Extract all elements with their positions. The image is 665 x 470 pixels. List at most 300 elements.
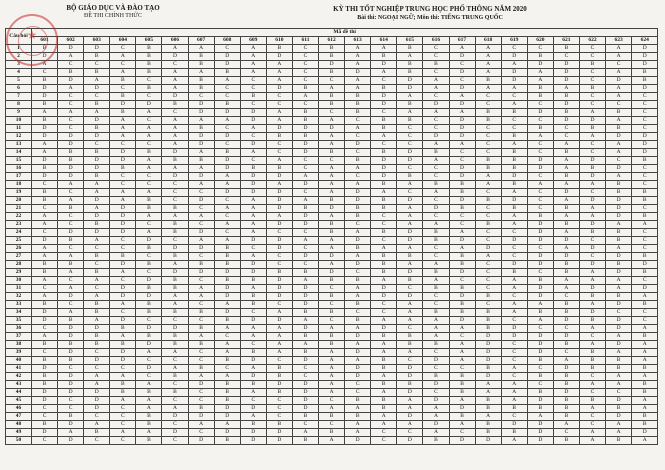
answer-cell: D (501, 333, 527, 341)
answer-cell: A (214, 301, 240, 309)
answer-cell: C (579, 189, 605, 197)
answer-cell: A (240, 53, 266, 61)
answer-cell: B (136, 437, 162, 445)
answer-cell: B (606, 293, 632, 301)
answer-cell: A (553, 157, 579, 165)
answer-cell: C (501, 93, 527, 101)
answer-cell: C (397, 429, 423, 437)
answer-cell: A (136, 109, 162, 117)
answer-cell: A (32, 149, 58, 157)
answer-cell: D (527, 237, 553, 245)
answer-cell: D (449, 437, 475, 445)
answer-cell: B (501, 181, 527, 189)
answer-cell: D (240, 109, 266, 117)
answer-cell: A (292, 197, 318, 205)
answer-cell: A (319, 373, 345, 381)
answer-cell: C (58, 365, 84, 373)
answer-cell: D (579, 221, 605, 229)
answer-cell: B (240, 293, 266, 301)
answer-cell: C (475, 269, 501, 277)
answer-cell: D (606, 205, 632, 213)
answer-cell: B (32, 269, 58, 277)
answer-cell: A (579, 181, 605, 189)
answer-cell: B (579, 357, 605, 365)
answer-cell: D (58, 133, 84, 141)
answer-cell: A (371, 189, 397, 197)
answer-cell: C (58, 125, 84, 133)
question-number-cell: 15 (6, 157, 32, 165)
answer-cell: B (84, 173, 110, 181)
answer-cell: A (579, 341, 605, 349)
answer-cell: C (110, 277, 136, 285)
answer-cell: A (84, 189, 110, 197)
answer-cell: C (110, 237, 136, 245)
answer-cell: C (397, 325, 423, 333)
answer-cell: D (214, 165, 240, 173)
answer-cell: D (449, 269, 475, 277)
answer-cell: A (136, 381, 162, 389)
answer-cell: A (527, 69, 553, 77)
answer-cell: D (58, 421, 84, 429)
answer-cell: C (527, 205, 553, 213)
answer-cell: A (579, 381, 605, 389)
answer-cell: D (449, 53, 475, 61)
answer-cell: C (475, 229, 501, 237)
answer-cell: D (188, 229, 214, 237)
answer-cell: D (345, 141, 371, 149)
answer-cell: B (553, 173, 579, 181)
answer-cell: D (110, 285, 136, 293)
answer-cell: C (58, 101, 84, 109)
answer-cell: A (475, 69, 501, 77)
answer-cell: D (606, 397, 632, 405)
answer-cell: B (214, 101, 240, 109)
answer-cell: A (371, 317, 397, 325)
answer-cell: B (553, 205, 579, 213)
answer-cell: A (475, 173, 501, 181)
answer-cell: A (606, 349, 632, 357)
answer-cell: C (345, 309, 371, 317)
answer-cell: B (423, 285, 449, 293)
answer-cell: A (319, 365, 345, 373)
answer-cell: B (162, 229, 188, 237)
exam-code-cell: 620 (527, 37, 553, 45)
answer-cell: A (371, 245, 397, 253)
answer-cell: B (136, 85, 162, 93)
answer-cell: B (84, 149, 110, 157)
answer-cell: C (632, 93, 658, 101)
answer-cell: A (214, 221, 240, 229)
answer-cell: A (371, 341, 397, 349)
answer-cell: C (110, 365, 136, 373)
answer-cell: D (579, 117, 605, 125)
answer-cell: D (371, 173, 397, 181)
exam-code-cell: 619 (501, 37, 527, 45)
answer-cell: A (84, 237, 110, 245)
answer-cell: A (606, 429, 632, 437)
question-number-cell: 1 (6, 45, 32, 53)
answer-cell: B (188, 365, 214, 373)
answer-cell: C (58, 117, 84, 125)
answer-cell: A (527, 413, 553, 421)
answer-cell: A (58, 269, 84, 277)
answer-cell: D (188, 381, 214, 389)
answer-cell: A (371, 69, 397, 77)
answer-cell: D (214, 429, 240, 437)
answer-cell: D (32, 85, 58, 93)
answer-cell: A (214, 421, 240, 429)
table-row (6, 45, 658, 53)
answer-cell: D (292, 381, 318, 389)
answer-cell: A (240, 205, 266, 213)
answer-cell: B (606, 189, 632, 197)
answer-cell: A (606, 285, 632, 293)
answer-cell: B (214, 149, 240, 157)
answer-cell: B (84, 221, 110, 229)
answer-cell: B (371, 125, 397, 133)
answer-cell: D (214, 413, 240, 421)
answer-cell: D (527, 61, 553, 69)
answer-cell: A (58, 197, 84, 205)
answer-cell: A (110, 125, 136, 133)
table-row (6, 77, 658, 85)
answer-cell: C (110, 309, 136, 317)
answer-cell: A (32, 61, 58, 69)
answer-cell: A (136, 189, 162, 197)
answer-cell: B (58, 261, 84, 269)
answer-cell: C (501, 229, 527, 237)
question-number-cell: 27 (6, 253, 32, 261)
answer-cell: C (449, 149, 475, 157)
answer-cell: D (162, 245, 188, 253)
answer-cell: D (162, 269, 188, 277)
answer-cell: A (423, 141, 449, 149)
answer-cell: A (397, 309, 423, 317)
answer-cell: B (632, 213, 658, 221)
answer-cell: B (553, 413, 579, 421)
answer-cell: A (266, 333, 292, 341)
answer-cell: A (319, 141, 345, 149)
answer-cell: D (292, 213, 318, 221)
answer-cell: A (32, 293, 58, 301)
table-row (6, 261, 658, 269)
answer-cell: D (162, 173, 188, 181)
answer-cell: A (136, 405, 162, 413)
answer-cell: C (632, 277, 658, 285)
answer-cell: C (110, 405, 136, 413)
answer-cell: D (32, 173, 58, 181)
question-number-cell: 16 (6, 165, 32, 173)
answer-cell: B (162, 253, 188, 261)
answer-cell: A (632, 397, 658, 405)
answer-cell: D (266, 189, 292, 197)
answer-cell: D (501, 69, 527, 77)
answer-cell: D (397, 365, 423, 373)
answer-cell: C (449, 157, 475, 165)
answer-cell: C (188, 317, 214, 325)
answer-cell: D (501, 261, 527, 269)
question-number-cell: 10 (6, 117, 32, 125)
answer-cell: C (475, 141, 501, 149)
answer-cell: C (240, 77, 266, 85)
answer-cell: C (475, 213, 501, 221)
answer-cell: A (266, 61, 292, 69)
answer-cell: C (84, 93, 110, 101)
answer-cell: C (527, 365, 553, 373)
answer-cell: B (475, 317, 501, 325)
answer-cell: C (110, 141, 136, 149)
answer-cell: D (606, 269, 632, 277)
answer-cell: D (553, 189, 579, 197)
answer-cell: D (292, 181, 318, 189)
answer-cell: B (162, 389, 188, 397)
answer-cell: A (266, 309, 292, 317)
answer-cell: C (423, 365, 449, 373)
answer-cell: D (110, 157, 136, 165)
answer-cell: D (214, 309, 240, 317)
answer-cell: A (606, 117, 632, 125)
answer-cell: D (579, 173, 605, 181)
answer-cell: D (371, 93, 397, 101)
answer-cell: C (449, 213, 475, 221)
answer-cell: C (240, 133, 266, 141)
answer-cell: D (292, 285, 318, 293)
answer-cell: C (579, 69, 605, 77)
answer-cell: A (162, 301, 188, 309)
answer-cell: D (475, 245, 501, 253)
answer-cell: B (632, 301, 658, 309)
answer-cell: C (632, 237, 658, 245)
answer-cell: B (423, 237, 449, 245)
answer-cell: D (553, 389, 579, 397)
answer-cell: C (527, 45, 553, 53)
answer-cell: A (266, 69, 292, 77)
answer-cell: C (632, 117, 658, 125)
table-row (6, 69, 658, 77)
answer-cell: D (266, 317, 292, 325)
answer-cell: D (32, 157, 58, 165)
answer-cell: A (423, 325, 449, 333)
answer-cell: B (162, 309, 188, 317)
answer-cell: B (214, 397, 240, 405)
answer-cell: C (110, 181, 136, 189)
answer-cell: B (371, 149, 397, 157)
answer-cell: D (501, 53, 527, 61)
answer-cell: B (397, 61, 423, 69)
question-number-cell: 25 (6, 237, 32, 245)
answer-cell: D (632, 53, 658, 61)
answer-cell: D (449, 117, 475, 125)
exam-code-cell: 605 (136, 37, 162, 45)
answer-cell: D (214, 189, 240, 197)
table-row (6, 133, 658, 141)
answer-cell: B (188, 125, 214, 133)
answer-cell: B (632, 421, 658, 429)
answer-cell: C (527, 101, 553, 109)
answer-cell: A (319, 237, 345, 245)
answer-cell: A (501, 381, 527, 389)
answer-cell: B (162, 101, 188, 109)
question-number-cell: 8 (6, 101, 32, 109)
answer-cell: D (240, 269, 266, 277)
table-header-row (6, 29, 658, 37)
answer-cell: B (606, 437, 632, 445)
answer-cell: B (292, 117, 318, 125)
answer-cell: B (32, 301, 58, 309)
answer-cell: C (423, 117, 449, 125)
answer-cell: A (475, 413, 501, 421)
answer-cell: A (162, 85, 188, 93)
answer-cell: B (292, 85, 318, 93)
question-number-cell: 41 (6, 365, 32, 373)
answer-cell: B (188, 261, 214, 269)
answer-cell: A (449, 93, 475, 101)
answer-cell: B (292, 269, 318, 277)
answer-cell: C (397, 125, 423, 133)
answer-cell: B (319, 45, 345, 53)
answer-cell: A (449, 397, 475, 405)
question-number-cell: 19 (6, 189, 32, 197)
answer-cell: D (606, 317, 632, 325)
answer-cell: D (449, 165, 475, 173)
answer-cell: D (58, 165, 84, 173)
exam-codes-row (6, 37, 658, 45)
answer-cell: A (292, 429, 318, 437)
answer-cell: C (475, 277, 501, 285)
question-number-cell: 11 (6, 125, 32, 133)
answer-cell: A (345, 61, 371, 69)
answer-cell: C (527, 189, 553, 197)
answer-cell: B (397, 333, 423, 341)
table-row (6, 277, 658, 285)
answer-cell: A (579, 109, 605, 117)
answer-cell: C (84, 261, 110, 269)
answer-cell: B (579, 85, 605, 93)
answer-cell: B (136, 333, 162, 341)
answer-cell: B (579, 317, 605, 325)
answer-cell: A (579, 205, 605, 213)
answer-cell: C (501, 253, 527, 261)
answer-cell: B (632, 333, 658, 341)
question-number-cell: 50 (6, 437, 32, 445)
answer-cell: D (266, 293, 292, 301)
answer-cell: D (188, 133, 214, 141)
answer-cell: A (214, 237, 240, 245)
answer-cell: A (579, 269, 605, 277)
answer-cell: B (345, 397, 371, 405)
answer-cell: D (58, 381, 84, 389)
answer-cell: A (136, 157, 162, 165)
answer-cell: C (475, 285, 501, 293)
answer-cell: C (449, 365, 475, 373)
question-number-cell: 44 (6, 389, 32, 397)
answer-cell: A (423, 413, 449, 421)
answer-cell: B (371, 269, 397, 277)
answer-cell: D (110, 229, 136, 237)
answer-cell: C (188, 253, 214, 261)
table-row (6, 141, 658, 149)
answer-cell: C (371, 309, 397, 317)
answer-cell: C (501, 117, 527, 125)
answer-cell: C (475, 149, 501, 157)
answer-cell: C (266, 141, 292, 149)
answer-cell: D (240, 317, 266, 325)
answer-cell: C (606, 157, 632, 165)
answer-cell: A (397, 405, 423, 413)
answer-cell: B (606, 357, 632, 365)
answer-cell: D (606, 325, 632, 333)
answer-cell: D (240, 405, 266, 413)
answer-cell: C (449, 77, 475, 85)
answer-cell: A (136, 429, 162, 437)
answer-cell: D (371, 293, 397, 301)
answer-cell: A (449, 349, 475, 357)
answer-cell: B (449, 373, 475, 381)
answer-cell: C (214, 365, 240, 373)
answer-cell: D (266, 245, 292, 253)
answer-cell: B (32, 189, 58, 197)
answer-cell: C (32, 69, 58, 77)
question-number-cell: 23 (6, 221, 32, 229)
answer-cell: C (136, 253, 162, 261)
answer-cell: D (553, 117, 579, 125)
answer-cell: D (162, 93, 188, 101)
answer-cell: C (58, 405, 84, 413)
answer-cell: A (240, 325, 266, 333)
answer-cell: D (292, 325, 318, 333)
exam-code-cell: 610 (266, 37, 292, 45)
answer-cell: B (319, 429, 345, 437)
answer-cell: D (527, 109, 553, 117)
answer-cell: C (449, 61, 475, 69)
answer-cell: C (162, 237, 188, 245)
answer-cell: C (188, 301, 214, 309)
answer-cell: C (136, 141, 162, 149)
answer-cell: D (110, 293, 136, 301)
answer-cell: C (579, 389, 605, 397)
answer-cell: B (188, 61, 214, 69)
answer-cell: A (58, 181, 84, 189)
answer-cell: A (501, 277, 527, 285)
answer-cell: C (84, 61, 110, 69)
answer-cell: A (32, 333, 58, 341)
answer-cell: C (58, 301, 84, 309)
answer-cell: C (188, 93, 214, 101)
answer-cell: C (58, 245, 84, 253)
answer-cell: A (32, 277, 58, 285)
answer-cell: C (632, 125, 658, 133)
answer-cell: D (292, 357, 318, 365)
answer-cell: D (292, 253, 318, 261)
answer-cell: A (501, 141, 527, 149)
answer-cell: B (292, 413, 318, 421)
answer-cell: D (397, 77, 423, 85)
answer-cell: B (214, 253, 240, 261)
answer-cell: D (58, 373, 84, 381)
answer-cell: B (162, 373, 188, 381)
answer-cell: C (606, 101, 632, 109)
answer-cell: B (527, 125, 553, 133)
answer-cell: B (371, 365, 397, 373)
answer-cell: A (606, 221, 632, 229)
answer-cell: A (110, 133, 136, 141)
answer-cell: A (423, 221, 449, 229)
answer-cell: A (527, 77, 553, 85)
answer-cell: A (579, 325, 605, 333)
answer-cell: D (84, 133, 110, 141)
answer-cell: C (371, 213, 397, 221)
answer-cell: D (240, 189, 266, 197)
